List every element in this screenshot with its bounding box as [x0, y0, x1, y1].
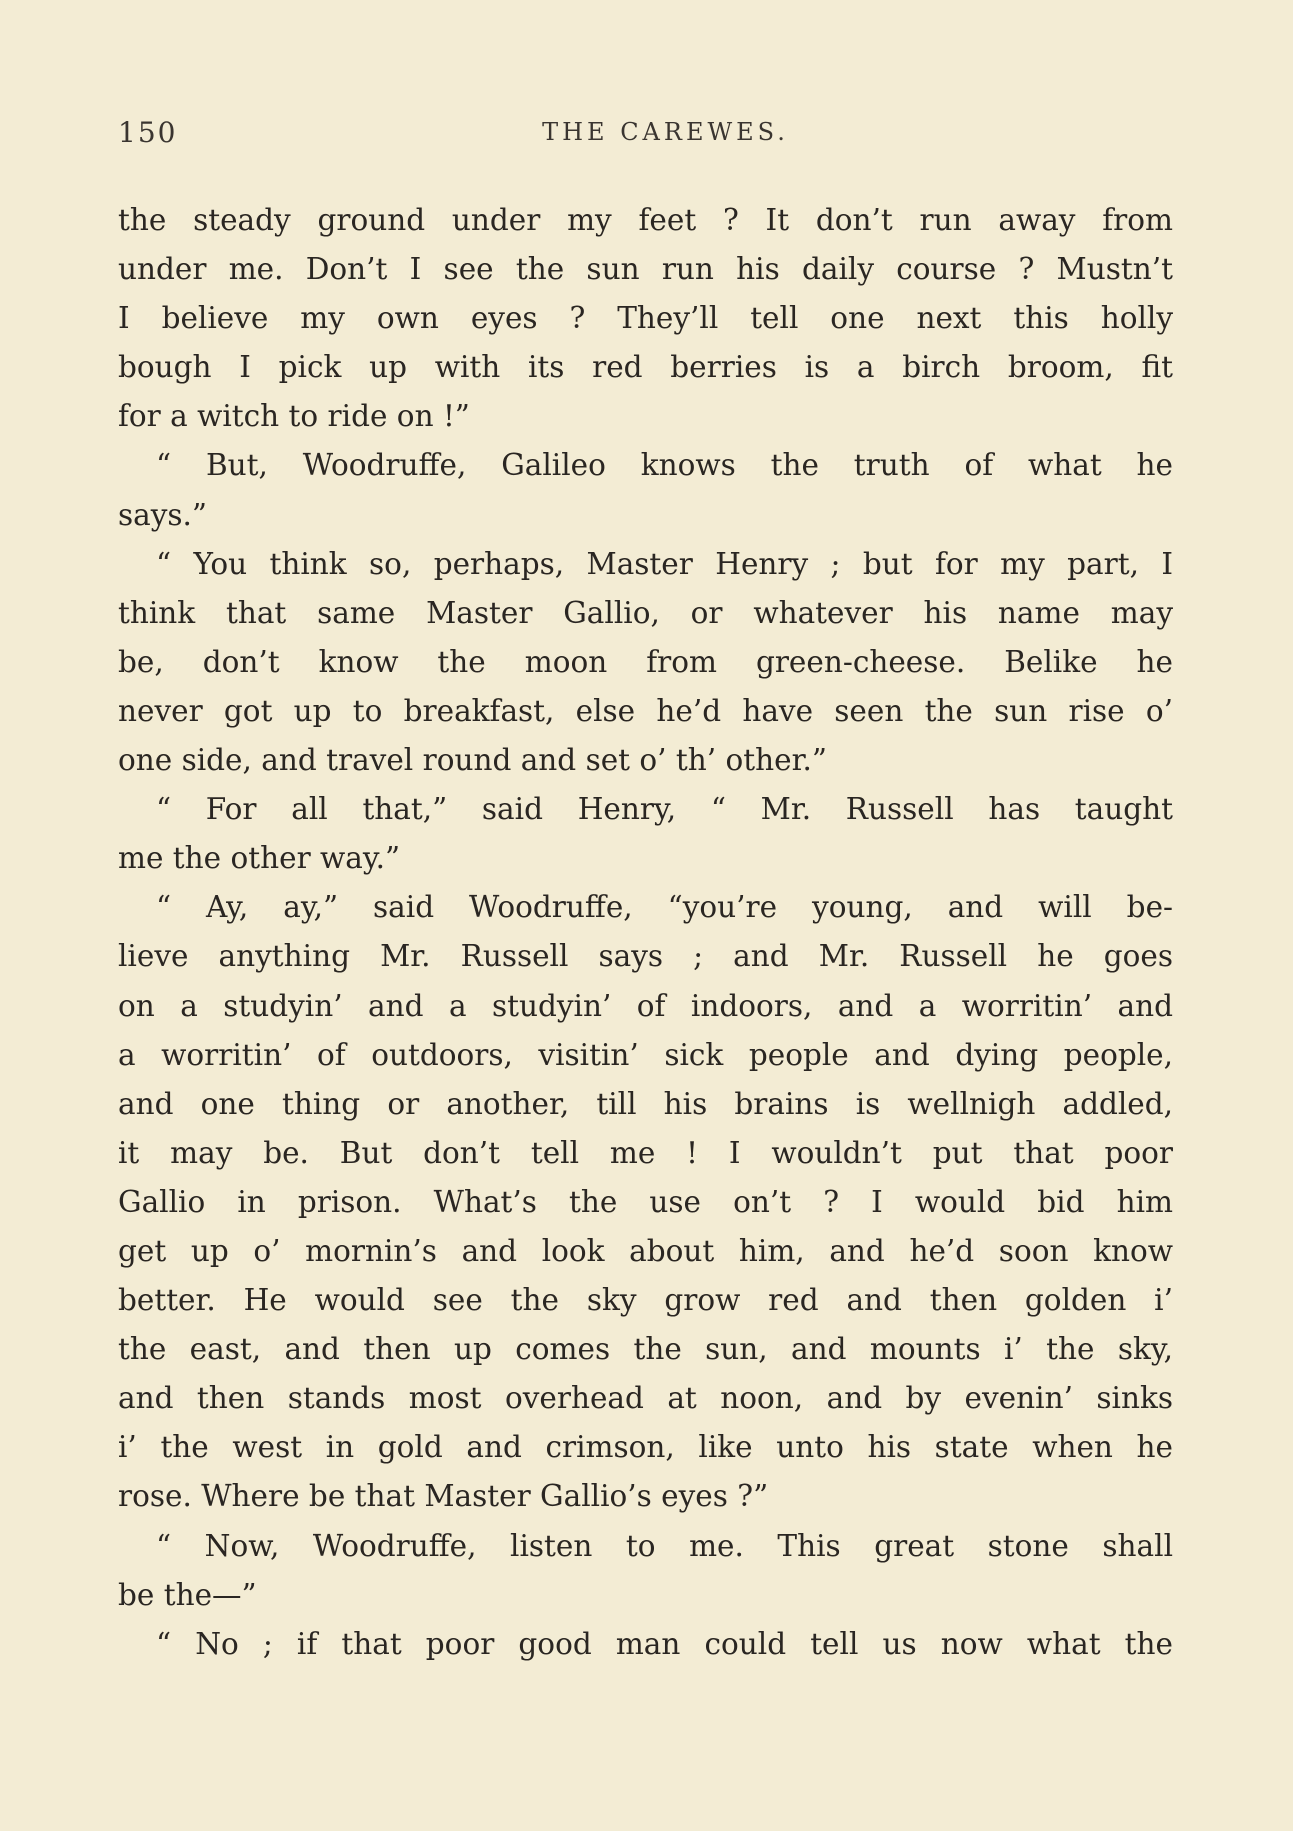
- text-line: under me. Don’t I see the sun run his daily course ? Mustn’t: [118, 252, 1173, 287]
- text-line: says.”: [118, 497, 207, 532]
- text-line: me the other way.”: [118, 841, 401, 876]
- text-line: bough I pick up with its red berries is a birch broom, fit: [118, 350, 1173, 385]
- text-line: “ But, Woodruffe, Galileo knows the truth of what he: [156, 448, 1173, 483]
- text-line: “ For all that,” said Henry, “ Mr. Russell has taught: [156, 792, 1173, 827]
- text-line: a worritin’ of outdoors, visitin’ sick people and dying people,: [118, 1037, 1173, 1072]
- text-line: i’ the west in gold and crimson, like unto his state when he: [118, 1430, 1173, 1465]
- text-line: “ You think so, perhaps, Master Henry ; but for my part, I: [156, 546, 1173, 581]
- text-line: and one thing or another, till his brains is wellnigh addled,: [118, 1086, 1173, 1121]
- text-line: I believe my own eyes ? They’ll tell one next this holly: [118, 301, 1173, 336]
- text-line: be the—”: [118, 1577, 257, 1612]
- text-line: it may be. But don’t tell me ! I wouldn’t put that poor: [118, 1135, 1173, 1170]
- text-line: be, don’t know the moon from green-cheese. Belike he: [118, 644, 1173, 679]
- text-line: on a studyin’ and a studyin’ of indoors, and a worritin’ and: [118, 988, 1173, 1023]
- running-head: [118, 116, 1173, 156]
- text-line: think that same Master Gallio, or whatever his name may: [118, 595, 1173, 630]
- text-line: better. He would see the sky grow red and then golden i’: [118, 1283, 1173, 1318]
- text-line: get up o’ mornin’s and look about him, and he’d soon know: [118, 1233, 1173, 1268]
- text-line: “ No ; if that poor good man could tell us now what the: [156, 1626, 1173, 1661]
- running-title: THE CAREWES.: [542, 118, 789, 146]
- body-text: [118, 196, 1173, 1669]
- text-line: and then stands most overhead at noon, and by evenin’ sinks: [118, 1381, 1173, 1416]
- text-line: one side, and travel round and set o’ th’ other.”: [118, 743, 827, 778]
- text-line: rose. Where be that Master Gallio’s eyes ?”: [118, 1479, 769, 1514]
- text-line: “ Now, Woodruffe, listen to me. This great stone shall: [156, 1528, 1173, 1563]
- text-line: Gallio in prison. What’s the use on’t ? I would bid him: [118, 1184, 1173, 1219]
- text-line: the east, and then up comes the sun, and mounts i’ the sky,: [118, 1332, 1173, 1367]
- text-line: lieve anything Mr. Russell says ; and Mr. Russell he goes: [118, 939, 1173, 974]
- text-line: the steady ground under my feet ? It don’t run away from: [118, 203, 1173, 237]
- text-line: for a witch to ride on !”: [118, 399, 470, 434]
- page-number: 150: [118, 116, 178, 149]
- text-line: “ Ay, ay,” said Woodruffe, “you’re young, and will be-: [156, 890, 1173, 925]
- text-line: never got up to breakfast, else he’d have seen the sun rise o’: [118, 693, 1173, 728]
